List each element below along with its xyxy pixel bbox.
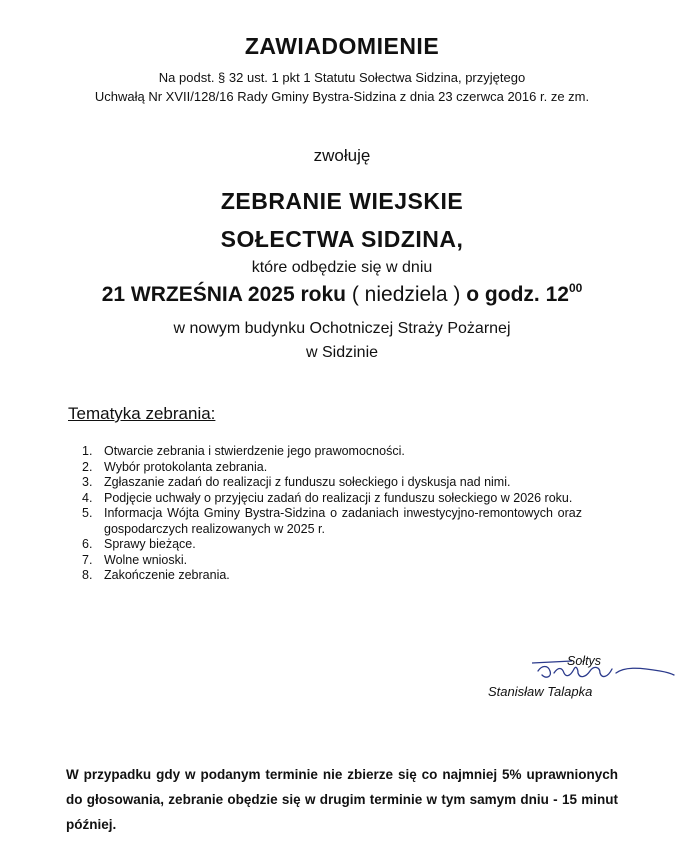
agenda-item [82, 553, 582, 569]
agenda-item-text: Wybór protokolanta zebrania. [104, 459, 268, 474]
signatory-role: Sołtys [567, 654, 602, 668]
convene-word: zwołuję [313, 146, 371, 165]
legal-basis [0, 68, 684, 106]
agenda-item-number: 1. [82, 444, 93, 458]
agenda-item-text: Zgłaszanie zadań do realizacji z funduszu sołeckiego i dyskusja nad nimi. [104, 475, 511, 489]
agenda-item-text: Podjęcie uchwały o przyjęciu zadań do realizacji z funduszu sołeckiego w 2026 roku. [104, 490, 573, 505]
agenda-item-number: 8. [82, 568, 93, 582]
agenda-item-text: Zakończenie zebrania. [104, 568, 230, 582]
agenda-item [82, 506, 582, 537]
agenda-item-text: Sprawy bieżące. [104, 537, 196, 551]
second-term-notice: W przypadku gdy w podanym terminie nie zbierze się co najmniej 5% uprawnionych do głosowania, zebranie obędzie się w drugim terminie w tym samym dniu - 15 minut później. [66, 767, 618, 832]
agenda-item [82, 568, 582, 584]
agenda-item [82, 491, 582, 507]
agenda-item-number: 2. [82, 459, 93, 474]
meeting-date: 21 WRZEŚNIA 2025 roku [101, 283, 346, 306]
meeting-headline-line-1: ZEBRANIE WIEJSKIE [220, 188, 464, 214]
agenda-item-number: 6. [82, 537, 93, 551]
agenda-item-number: 7. [82, 552, 93, 567]
agenda-item-text: Wolne wnioski. [104, 552, 188, 567]
agenda-list [82, 444, 582, 584]
agenda-item [82, 475, 582, 491]
agenda-item-text: Informacja Wójta Gminy Bystra-Sidzina o zadaniach inwestycyjno-remontowych oraz gospodarczych realizowanych w 2025 r. [104, 506, 582, 536]
meeting-time-minutes: 00 [568, 281, 583, 295]
agenda-heading: Tematyka zebrania: [68, 404, 216, 423]
signatory-name: Stanisław Talapka [488, 684, 593, 699]
agenda-item-number: 3. [82, 475, 93, 489]
agenda-item [82, 444, 582, 460]
agenda-item [82, 460, 582, 476]
agenda-item [82, 537, 582, 553]
meeting-time: o godz. 12 [466, 283, 569, 306]
meeting-intro: które odbędzie się w dniu [251, 259, 433, 276]
document-title: ZAWIADOMIENIE [244, 33, 440, 59]
agenda-item-number: 5. [82, 506, 93, 520]
agenda-item-text: Otwarcie zebrania i stwierdzenie jego prawomocności. [104, 444, 405, 458]
meeting-weekday: ( niedziela ) [351, 283, 461, 306]
meeting-headline-line-2: SOŁECTWA SIDZINA, [220, 226, 464, 252]
meeting-date-time [0, 281, 684, 307]
agenda-item-number: 4. [82, 490, 93, 505]
meeting-place-line-2: w Sidzinie [305, 344, 379, 361]
meeting-place-line-1: w nowym budynku Ochotniczej Straży Pożarnej [173, 320, 511, 337]
legal-basis-line-1: Na podst. § 32 ust. 1 pkt 1 Statutu Sołectwa Sidzina, przyjętego [158, 70, 526, 85]
legal-basis-line-2: Uchwałą Nr XVII/128/16 Rady Gminy Bystra-Sidzina z dnia 23 czerwca 2016 r. ze zm. [94, 89, 590, 104]
